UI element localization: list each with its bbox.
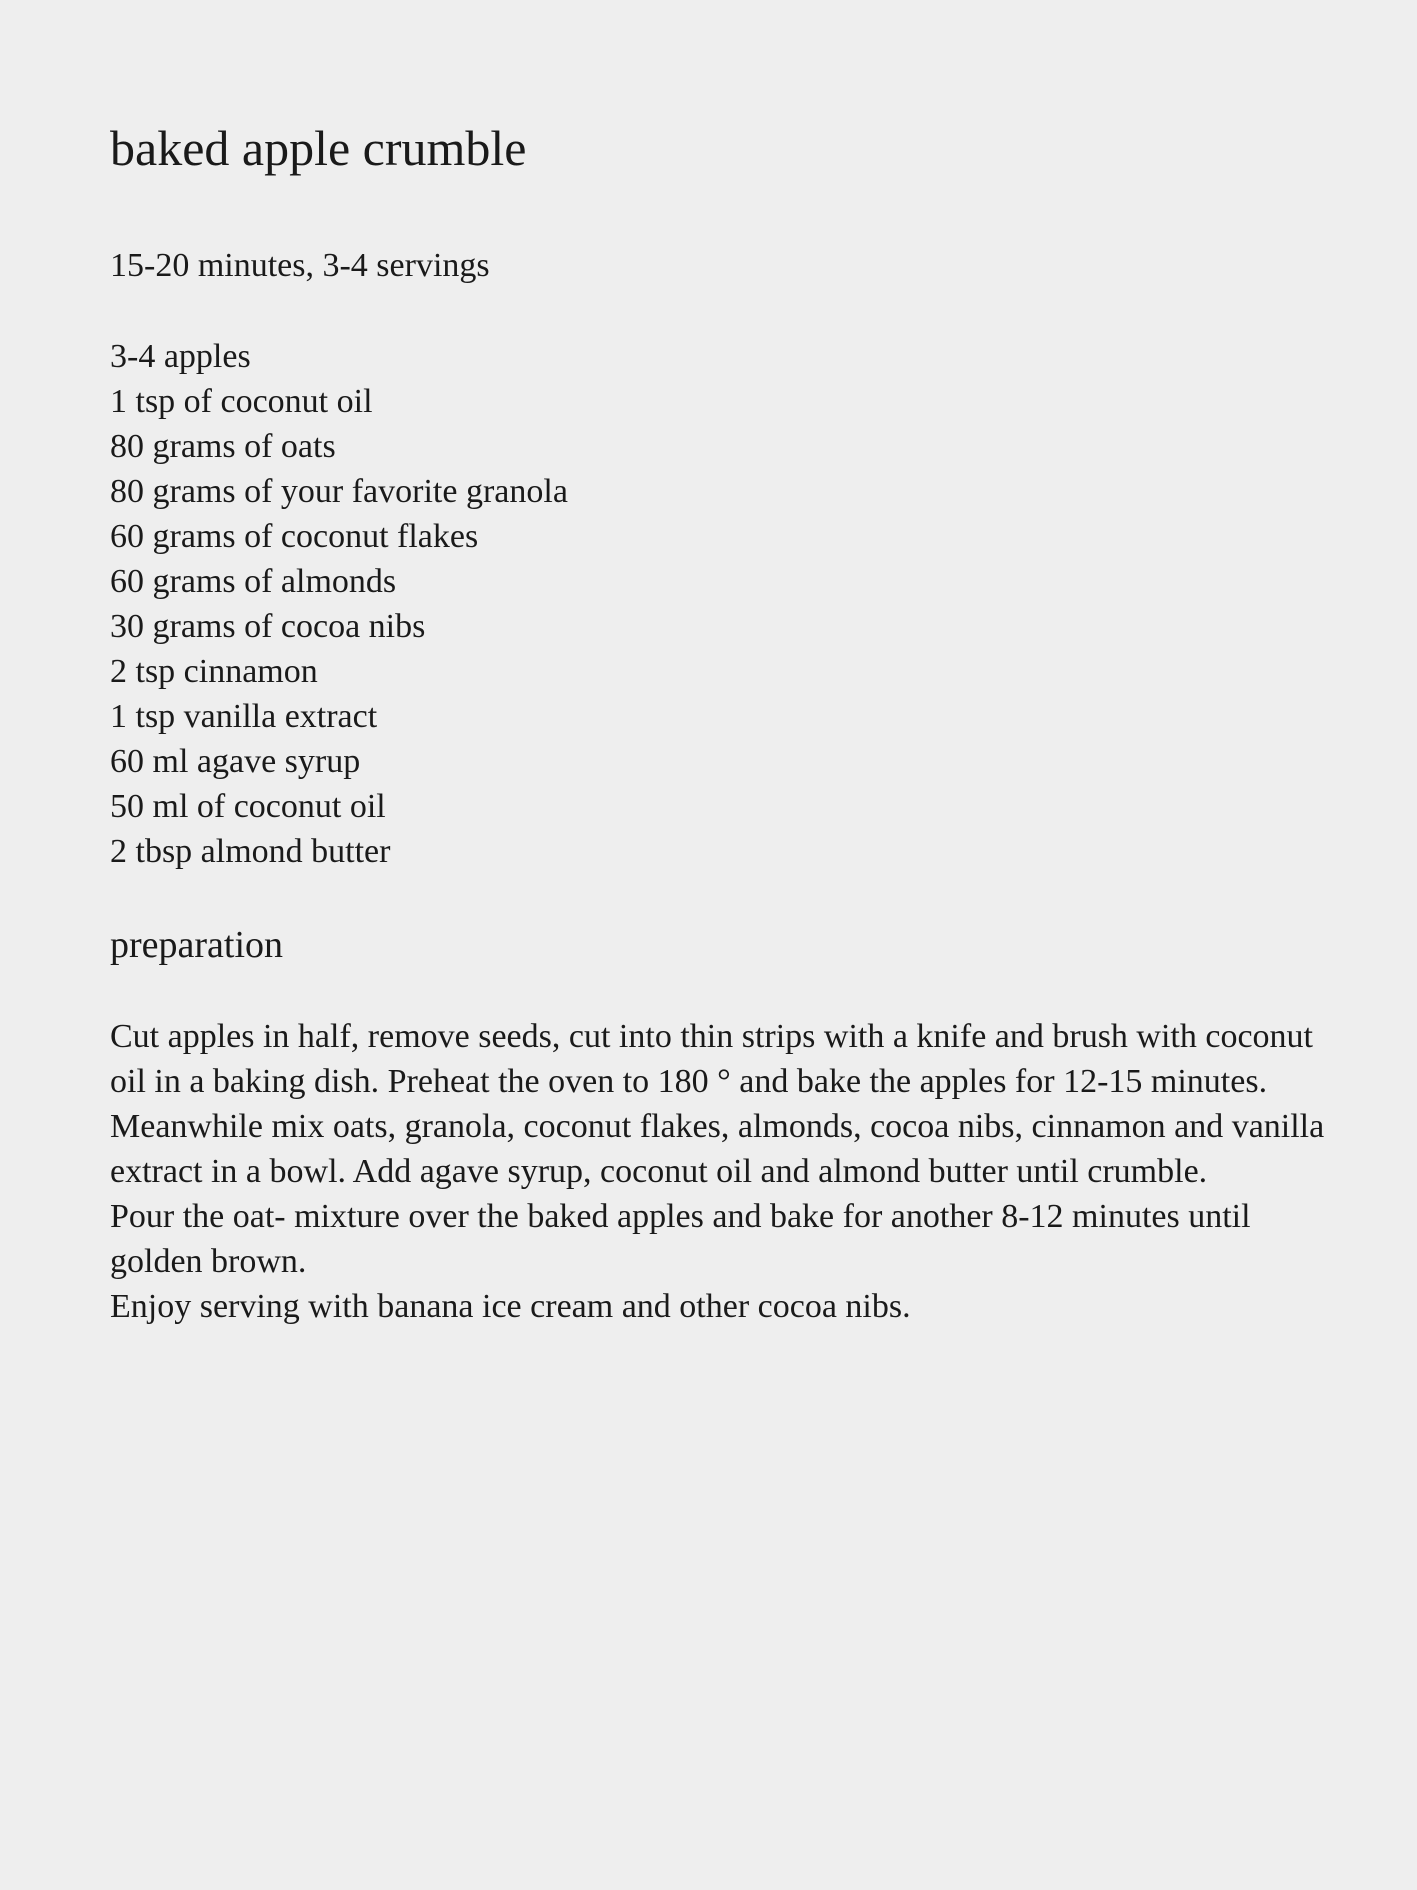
preparation-step: Cut apples in half, remove seeds, cut into thin strips with a knife and brush with coconut oil in a baking dish. Preheat the oven to 180 ° and bake the apples for 12-15 minutes. xyxy=(110,1018,1313,1100)
preparation-steps xyxy=(110,1014,1340,1329)
ingredient-item: 60 grams of coconut flakes xyxy=(110,518,479,555)
ingredient-item: 30 grams of cocoa nibs xyxy=(110,608,426,645)
preparation-heading: preparation xyxy=(110,924,284,966)
preparation-step: Pour the oat- mixture over the baked apples and bake for another 8-12 minutes until golden brown. xyxy=(110,1198,1251,1280)
ingredient-item: 2 tsp cinnamon xyxy=(110,653,318,690)
ingredient-item: 1 tsp of coconut oil xyxy=(110,383,373,420)
preparation-step: Enjoy serving with banana ice cream and other cocoa nibs. xyxy=(110,1288,911,1325)
ingredient-item: 60 grams of almonds xyxy=(110,563,397,600)
recipe-meta: 15-20 minutes, 3-4 servings xyxy=(110,247,490,284)
preparation-step: Meanwhile mix oats, granola, coconut flakes, almonds, cocoa nibs, cinnamon and vanilla extract in a bowl. Add agave syrup, coconut oil and almond butter until crumble. xyxy=(110,1108,1325,1190)
ingredient-item: 50 ml of coconut oil xyxy=(110,788,386,825)
ingredient-item: 80 grams of your favorite granola xyxy=(110,473,568,510)
ingredient-item: 60 ml agave syrup xyxy=(110,743,361,780)
ingredient-item: 2 tbsp almond butter xyxy=(110,833,391,870)
ingredient-item: 80 grams of oats xyxy=(110,428,336,465)
ingredient-list xyxy=(110,334,568,874)
ingredient-item: 3-4 apples xyxy=(110,338,251,375)
recipe-title: baked apple crumble xyxy=(110,120,527,176)
ingredient-item: 1 tsp vanilla extract xyxy=(110,698,378,735)
